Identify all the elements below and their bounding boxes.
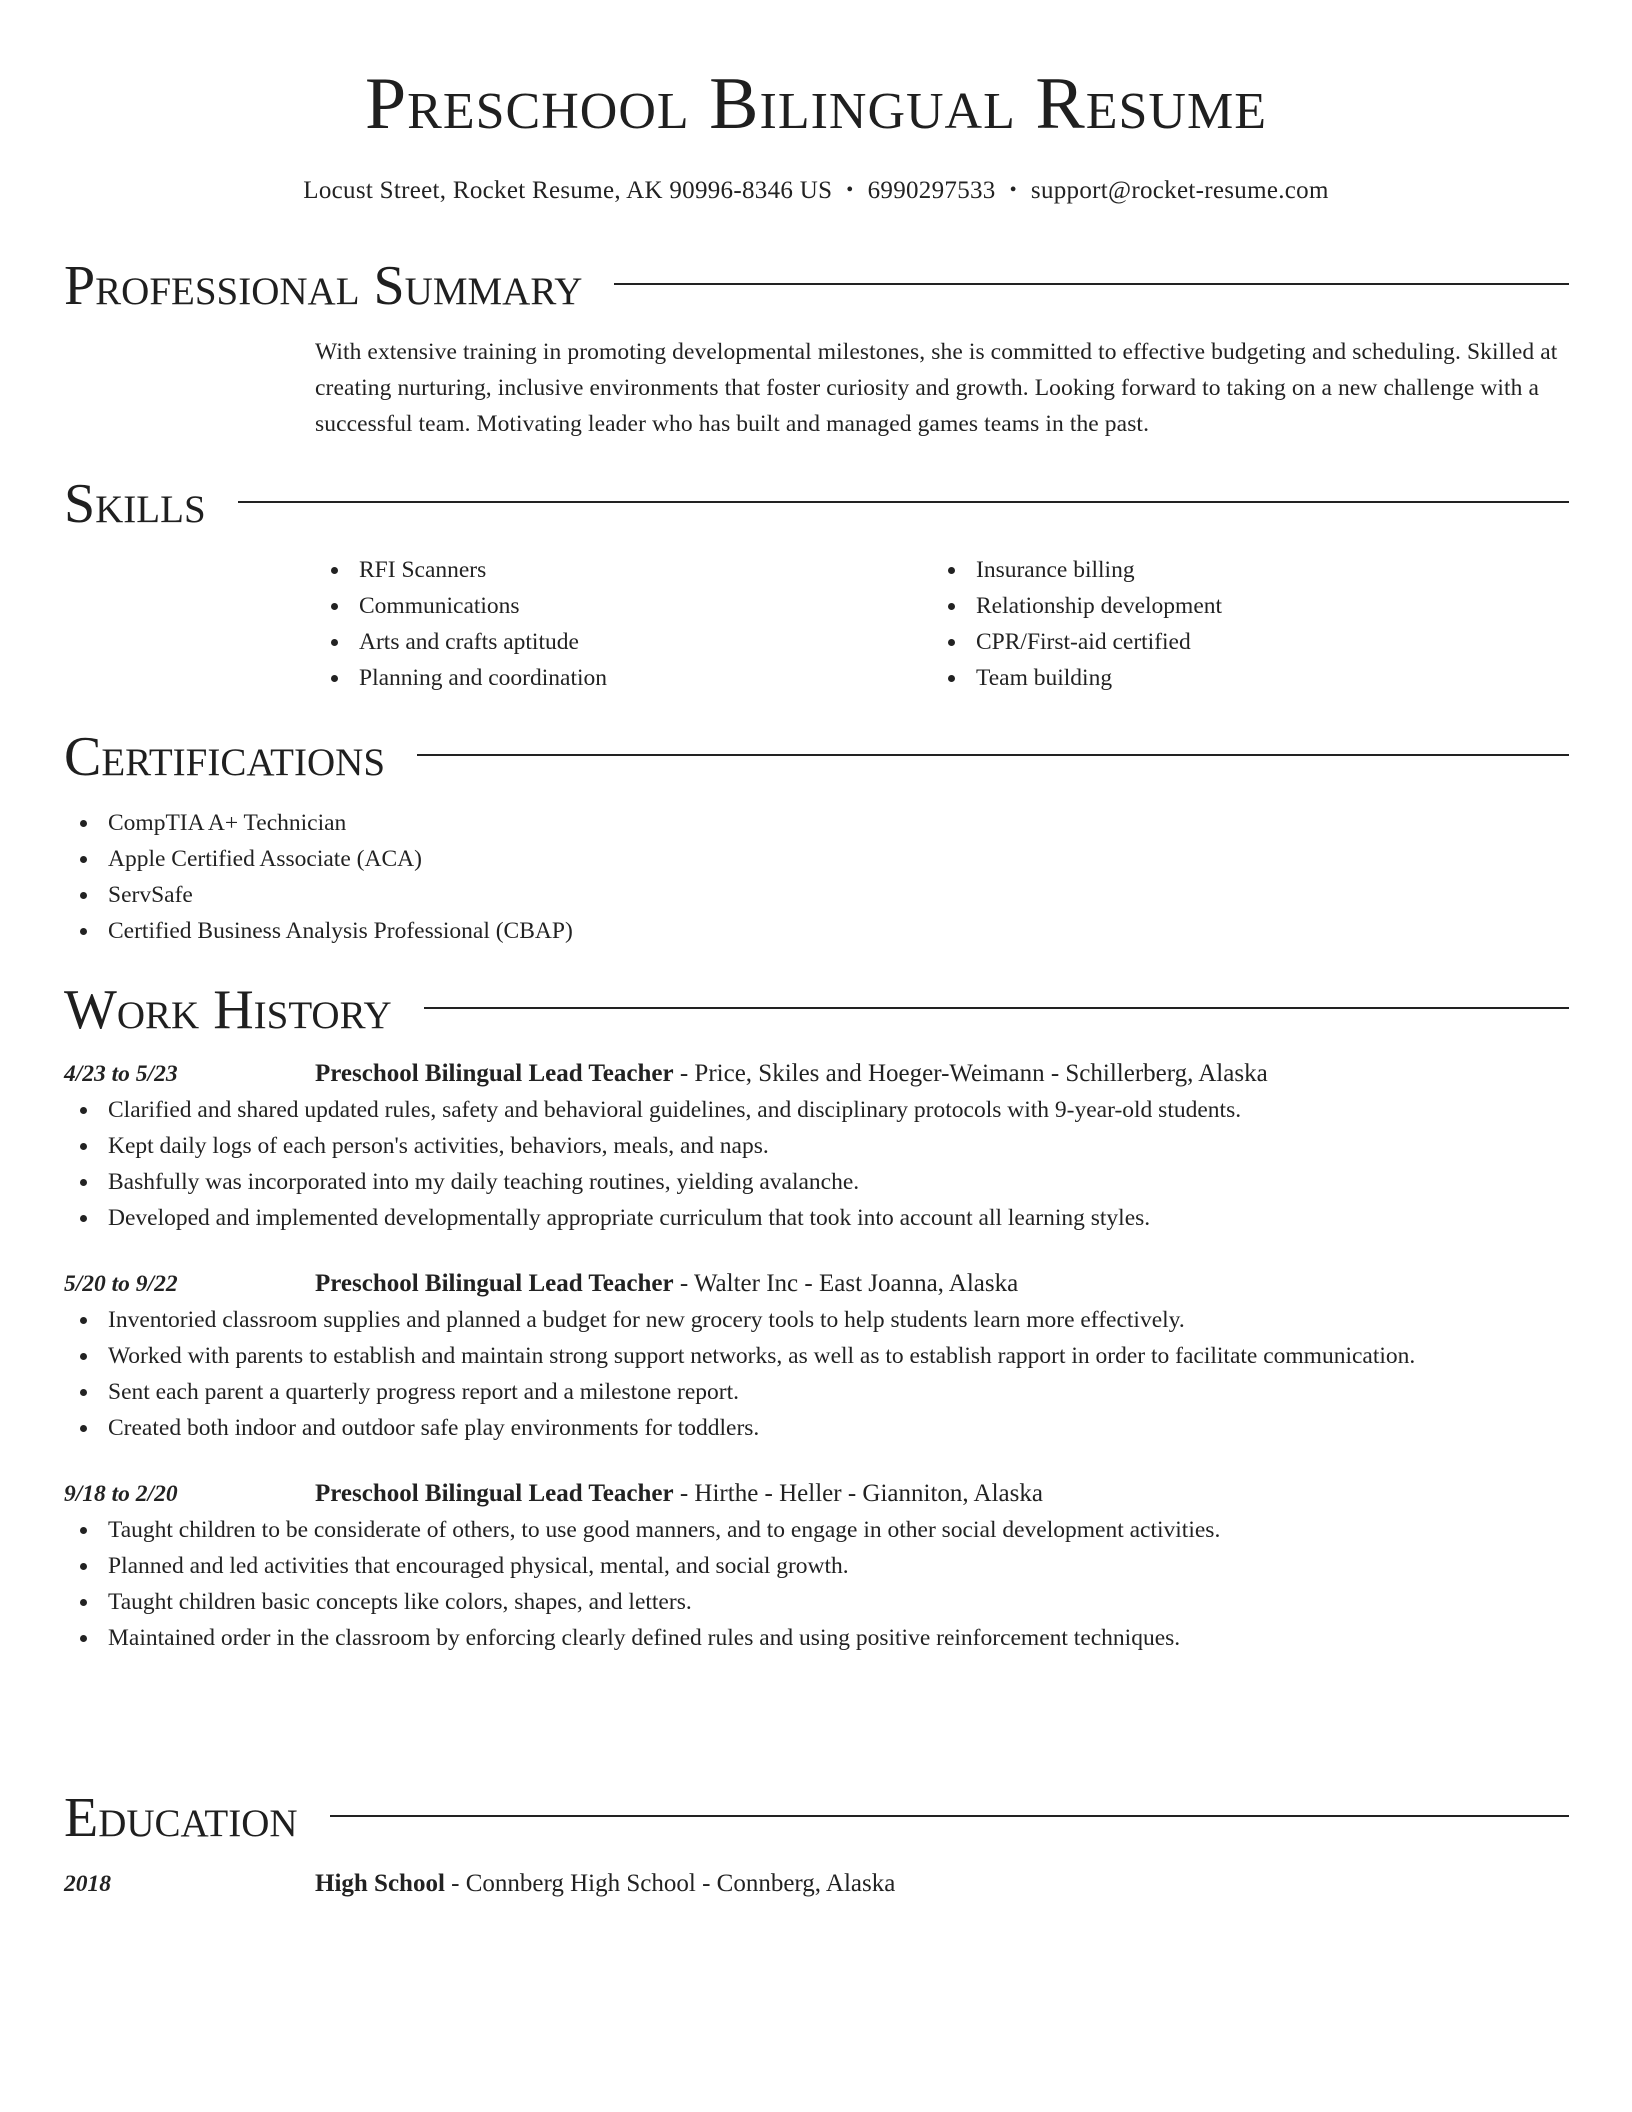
- contact-line: [0, 173, 1632, 208]
- contact-phone: 6990297533: [867, 177, 996, 204]
- bullet-dot: [80, 1353, 87, 1360]
- skill-item: Team building: [932, 660, 1549, 696]
- education-year: 2018: [64, 1871, 111, 1897]
- bullet-dot: [331, 639, 338, 646]
- job-header: [64, 1476, 1569, 1512]
- section-divider: [417, 754, 1569, 756]
- job-bullet: Developed and implemented developmentally appropriate curriculum that took into account all learning styles.: [64, 1200, 1569, 1236]
- job-bullet: Taught children to be considerate of others, to use good manners, and to engage in other social development activities.: [64, 1512, 1569, 1548]
- job-entry: [64, 1266, 1569, 1446]
- job-bullet: Maintained order in the classroom by enforcing clearly defined rules and using positive reinforcement techniques.: [64, 1620, 1569, 1656]
- job-employer: - Hirthe - Heller - Gianniton, Alaska: [673, 1480, 1043, 1507]
- job-bullet: Worked with parents to establish and maintain strong support networks, as well as to establish rapport in order to facilitate communication.: [64, 1338, 1569, 1374]
- skills-left-column: [315, 552, 932, 696]
- skill-item: Relationship development: [932, 588, 1549, 624]
- job-bullets: [64, 1512, 1569, 1656]
- job-bullet: Created both indoor and outdoor safe play environments for toddlers.: [64, 1410, 1569, 1446]
- work-history-section: [64, 978, 1569, 1656]
- summary-heading: Professional Summary: [64, 255, 583, 317]
- education-degree: High School: [315, 1870, 445, 1897]
- job-bullets: [64, 1092, 1569, 1236]
- bullet-dot: [80, 1143, 87, 1150]
- bullet-dot: [80, 1425, 87, 1432]
- job-employer: - Price, Skiles and Hoeger-Weimann - Schillerberg, Alaska: [673, 1060, 1268, 1087]
- certifications-section: [64, 725, 1569, 949]
- bullet-dot: [331, 675, 338, 682]
- section-divider: [330, 1815, 1569, 1817]
- job-entry: [64, 1476, 1569, 1656]
- bullet-dot: [80, 1599, 87, 1606]
- job-entry: [64, 1056, 1569, 1236]
- bullet-dot: [80, 820, 87, 827]
- section-divider: [238, 501, 1569, 503]
- job-bullet: Planned and led activities that encouraged physical, mental, and social growth.: [64, 1548, 1569, 1584]
- skill-item: RFI Scanners: [315, 552, 932, 588]
- job-title: Preschool Bilingual Lead Teacher: [315, 1060, 674, 1087]
- bullet-dot: [80, 892, 87, 899]
- contact-separator: •: [1009, 179, 1017, 201]
- contact-address: Locust Street, Rocket Resume, AK 90996-8346 US: [303, 177, 833, 204]
- bullet-dot: [80, 1389, 87, 1396]
- job-dates: 9/18 to 2/20: [64, 1481, 178, 1507]
- job-title: Preschool Bilingual Lead Teacher: [315, 1480, 674, 1507]
- job-bullet: Kept daily logs of each person's activities, behaviors, meals, and naps.: [64, 1128, 1569, 1164]
- section-divider: [614, 283, 1569, 285]
- summary-section: [64, 254, 1569, 442]
- job-dates: 5/20 to 9/22: [64, 1271, 178, 1297]
- job-title: Preschool Bilingual Lead Teacher: [315, 1270, 674, 1297]
- certification-item: Apple Certified Associate (ACA): [64, 841, 1569, 877]
- skills-list: [315, 552, 1569, 696]
- bullet-dot: [80, 1527, 87, 1534]
- education-school: - Connberg High School - Connberg, Alaska: [444, 1870, 896, 1897]
- skill-item: Arts and crafts aptitude: [315, 624, 932, 660]
- job-employer: - Walter Inc - East Joanna, Alaska: [673, 1270, 1019, 1297]
- certification-item: ServSafe: [64, 877, 1569, 913]
- bullet-dot: [80, 1215, 87, 1222]
- section-heading: [64, 725, 1569, 789]
- education-entry: [64, 1866, 1569, 1902]
- job-bullet: Inventoried classroom supplies and planned a budget for new grocery tools to help students learn more effectively.: [64, 1302, 1569, 1338]
- contact-email: support@rocket-resume.com: [1030, 177, 1329, 204]
- bullet-dot: [80, 1179, 87, 1186]
- job-bullet: Taught children basic concepts like colors, shapes, and letters.: [64, 1584, 1569, 1620]
- education-heading: Education: [64, 1787, 298, 1849]
- summary-text: With extensive training in promoting developmental milestones, she is committed to effective budgeting and scheduling. Skilled at creating nurturing, inclusive environments that foster curiosity and growth. Looking forward to taking on a new challenge with a successful team. Motivating leader who has built and managed games teams in the past.: [315, 339, 1558, 437]
- job-title-line: [315, 1266, 1018, 1302]
- section-heading: [64, 472, 1569, 536]
- section-divider: [424, 1007, 1569, 1009]
- certifications-list: [64, 805, 1569, 949]
- bullet-dot: [80, 856, 87, 863]
- education-section: [64, 1786, 1569, 1902]
- work-history-heading: Work History: [64, 979, 392, 1041]
- certification-item: Certified Business Analysis Professional (CBAP): [64, 913, 1569, 949]
- education-line: [315, 1866, 895, 1902]
- section-heading: [64, 978, 1569, 1042]
- bullet-dot: [80, 1635, 87, 1642]
- bullet-dot: [948, 567, 955, 574]
- bullet-dot: [331, 567, 338, 574]
- resume-name: Preschool Bilingual Resume: [365, 63, 1267, 145]
- job-title-line: [315, 1476, 1043, 1512]
- job-bullet: Sent each parent a quarterly progress report and a milestone report.: [64, 1374, 1569, 1410]
- skill-item: Insurance billing: [932, 552, 1549, 588]
- skill-item: Planning and coordination: [315, 660, 932, 696]
- bullet-dot: [80, 1107, 87, 1114]
- skill-item: Communications: [315, 588, 932, 624]
- job-bullet: Bashfully was incorporated into my daily teaching routines, yielding avalanche.: [64, 1164, 1569, 1200]
- section-heading: [64, 1786, 1569, 1850]
- bullet-dot: [80, 1563, 87, 1570]
- bullet-dot: [331, 603, 338, 610]
- job-header: [64, 1266, 1569, 1302]
- skills-section: [64, 472, 1569, 696]
- certifications-heading: Certifications: [64, 726, 386, 788]
- skill-item: CPR/First-aid certified: [932, 624, 1549, 660]
- contact-separator: •: [846, 179, 854, 201]
- bullet-dot: [80, 928, 87, 935]
- skills-heading: Skills: [64, 473, 206, 535]
- bullet-dot: [80, 1317, 87, 1324]
- job-dates: 4/23 to 5/23: [64, 1061, 178, 1087]
- bullet-dot: [948, 603, 955, 610]
- job-bullet: Clarified and shared updated rules, safety and behavioral guidelines, and disciplinary protocols with 9-year-old students.: [64, 1092, 1569, 1128]
- certification-item: CompTIA A+ Technician: [64, 805, 1569, 841]
- bullet-dot: [948, 675, 955, 682]
- section-heading: [64, 254, 1569, 318]
- job-title-line: [315, 1056, 1268, 1092]
- job-header: [64, 1056, 1569, 1092]
- bullet-dot: [948, 639, 955, 646]
- job-bullets: [64, 1302, 1569, 1446]
- skills-right-column: [932, 552, 1549, 696]
